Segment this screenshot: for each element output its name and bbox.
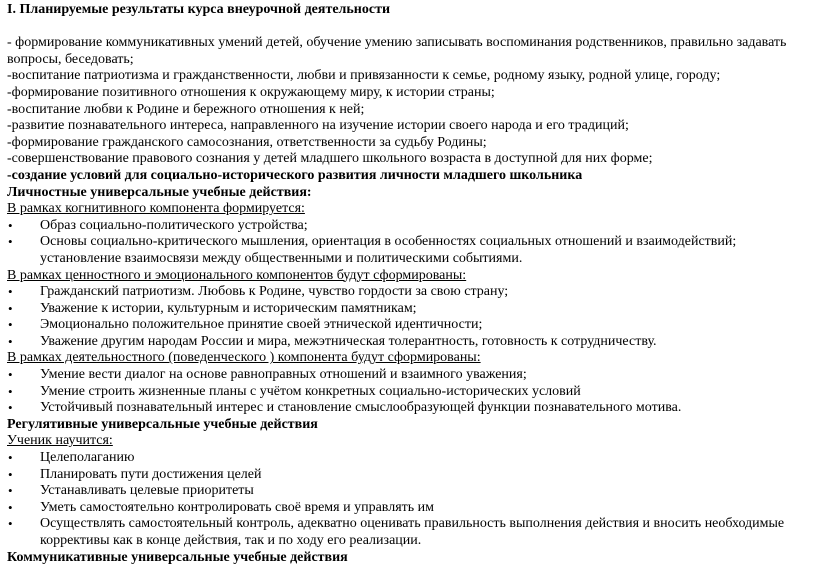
list-item: • Целеполаганию [7, 450, 816, 467]
list-item: • Образ социально-политического устройства; [7, 218, 816, 235]
intro-line: -воспитание любви к Родине и бережного отношения к ней; [7, 101, 365, 117]
list-item: • Уважение к истории, культурным и историческим памятникам; [7, 301, 816, 318]
list-item: • Осуществлять самостоятельный контроль, адекватно оценивать правильность выполнения действия и вносить необходимые коррективы как в конце действия, так и по ходу его реализации. [7, 516, 810, 549]
list-item-text: Основы социально-критического мышления, ориентация в особенностях социальных отношений и взаимодействий; установление взаимосвязи между общественными и политическими событиями. [40, 234, 737, 266]
list-item: • Уметь самостоятельно контролировать своё время и управлять им [7, 500, 816, 517]
list-item: • Умение вести диалог на основе равноправных отношений и взаимного уважения; [7, 367, 816, 384]
intro-line: - формирование коммуникативных умений детей, обучение умению записывать воспоминания родственников, правильно задавать вопросы, беседовать; [7, 35, 787, 67]
list-item: • Эмоционально положительное принятие своей этнической идентичности; [7, 317, 816, 334]
activity-subheading: В рамках деятельностного (поведенческого ) компонента будут сформированы: [7, 350, 481, 366]
list-item: • Гражданский патриотизм. Любовь к Родине, чувство гордости за свою страну; [7, 284, 816, 301]
list-item: • Устанавливать целевые приоритеты [7, 483, 816, 500]
list-item: • Планировать пути достижения целей [7, 467, 816, 484]
intro-line-bold: -создание условий для социально-исторического развития личности младшего школьника [7, 167, 583, 183]
intro-line: -формирование позитивного отношения к окружающему миру, к истории страны; [7, 84, 495, 100]
intro-line: -совершенствование правового сознания у детей младшего школьного возраста в доступной для них форме; [7, 151, 653, 167]
cognitive-subheading: В рамках когнитивного компонента формируется: [7, 201, 305, 217]
communicative-heading: Коммуникативные универсальные учебные действия [7, 549, 348, 565]
list-item [7, 234, 810, 267]
regulatory-subheading: Ученик научится: [7, 433, 113, 449]
personal-heading: Личностные универсальные учебные действия: [7, 184, 312, 200]
intro-line: -развитие познавательного интереса, направленного на изучение истории своего народа и его традиций; [7, 118, 629, 134]
intro-line: -воспитание патриотизма и гражданственности, любви и привязанности к семье, родному языку, родной улице, городу; [7, 68, 721, 84]
list-item: • Уважение другим народам России и мира, межэтническая толерантность, готовность к сотрудничеству. [7, 334, 816, 351]
regulatory-heading: Регулятивные универсальные учебные действия [7, 416, 318, 432]
section-title: I. Планируемые результаты курса внеурочной деятельности [7, 2, 391, 17]
value-subheading: В рамках ценностного и эмоционального компонентов будут сформированы: [7, 267, 467, 283]
intro-line: -формирование гражданского самосознания, ответственности за судьбу Родины; [7, 134, 487, 150]
list-item: • Устойчивый познавательный интерес и становление смыслообразующей функции познавательного мотива. [7, 400, 816, 417]
list-item: • Умение строить жизненные планы с учётом конкретных социально-исторических условий [7, 384, 816, 401]
